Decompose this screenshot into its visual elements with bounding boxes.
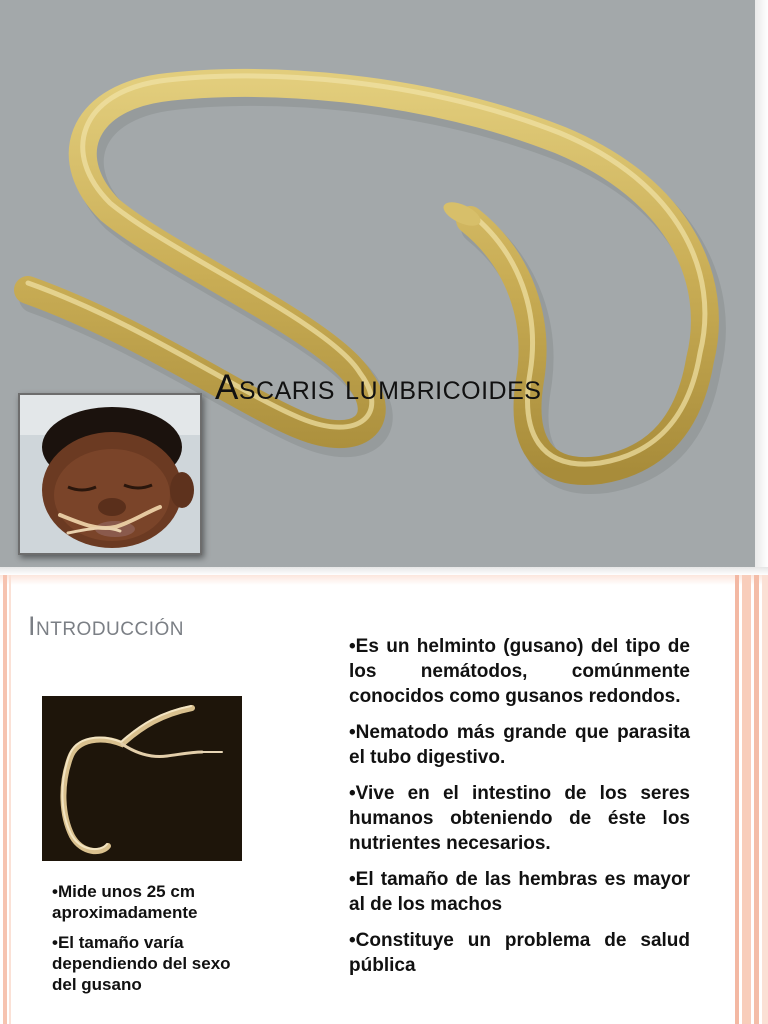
slide-edge bbox=[0, 567, 768, 575]
right-accent-stripe bbox=[735, 575, 739, 1024]
right-accent-stripe bbox=[762, 575, 768, 1024]
bullet-item: •Es un helminto (gusano) del tipo de los nemátodos, comúnmente conocidos como gusanos redondos. bbox=[349, 636, 690, 707]
bullet-item: •Mide unos 25 cm aproximadamente bbox=[52, 882, 198, 922]
slide-heading: Introducción bbox=[28, 611, 184, 641]
bullet-item: •El tamaño de las hembras es mayor al de los machos bbox=[349, 869, 690, 915]
intro-slide bbox=[0, 575, 768, 1024]
bullet-item: •El tamaño varía dependiendo del sexo del gusano bbox=[52, 933, 231, 994]
worm-photo bbox=[42, 696, 242, 861]
left-accent-stripe bbox=[9, 575, 11, 1024]
slide-top-edge bbox=[0, 575, 768, 585]
child-photo bbox=[18, 393, 202, 555]
right-accent-stripe bbox=[742, 575, 751, 1024]
bullet-item: •Nematodo más grande que parasita el tubo digestivo. bbox=[349, 722, 690, 768]
slide-edge bbox=[755, 0, 768, 575]
right-bullet-list bbox=[349, 634, 690, 989]
bullet-item: •Constituye un problema de salud pública bbox=[349, 930, 690, 976]
slide-title: Ascaris lumbricoides bbox=[215, 368, 542, 407]
right-accent-stripe bbox=[754, 575, 759, 1024]
left-bullet-list bbox=[52, 881, 252, 1004]
bullet-item: •Vive en el intestino de los seres humanos obteniendo de éste los nutrientes necesarios. bbox=[349, 783, 690, 854]
left-accent-stripe bbox=[3, 575, 7, 1024]
